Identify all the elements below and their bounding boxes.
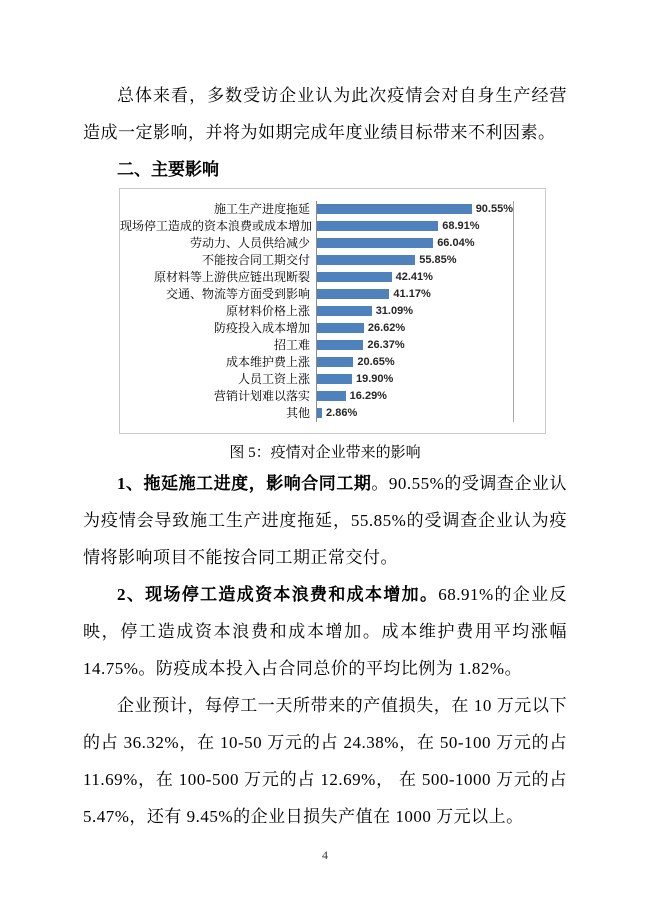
chart-bar-track	[316, 235, 514, 252]
chart-value-label: 19.90%	[356, 373, 394, 385]
chart-bar	[317, 204, 472, 214]
chart-row	[120, 371, 545, 388]
chart-bar	[317, 408, 322, 418]
chart-value-label: 31.09%	[375, 305, 413, 317]
chart-category-label: 交通、物流等方面受到影响	[165, 286, 310, 301]
chart-category-label: 其他	[285, 405, 310, 420]
chart-value-label: 68.91%	[442, 220, 480, 232]
chart-bar	[317, 272, 392, 282]
chart-bar-track	[316, 286, 514, 303]
chart-plot	[120, 201, 545, 422]
chart-value-label: 42.41%	[395, 271, 433, 283]
paragraph-1-text-run: 。90.55%的受调查企业认为疫情会导致施工生产进度拖延，55.85%的受调查企业认为疫情将影响项目不能按合同工期正常交付。	[83, 474, 568, 567]
chart-row	[120, 218, 545, 235]
chart-bar	[317, 289, 389, 299]
chart-bar-track	[316, 269, 514, 286]
chart-bar	[317, 357, 353, 367]
chart-category-label: 营销计划难以落实	[213, 388, 310, 403]
chart-bar	[317, 323, 364, 333]
chart-bar	[317, 221, 438, 231]
chart-bar	[317, 255, 415, 265]
chart-row	[120, 405, 545, 422]
chart-bar-track	[316, 388, 514, 405]
chart-bar-track	[316, 371, 514, 388]
chart-value-label: 16.29%	[349, 390, 387, 402]
chart-category-label: 招工难	[273, 337, 310, 352]
chart-category-label: 原材料等上游供应链出现断裂	[153, 269, 310, 284]
chart-row	[120, 286, 545, 303]
chart-row	[120, 320, 545, 337]
section-heading: 二、主要影响	[117, 160, 219, 179]
chart-bar-track	[316, 218, 514, 235]
chart-value-label: 20.65%	[357, 356, 395, 368]
chart-row	[120, 269, 545, 286]
chart-value-label: 2.86%	[326, 407, 358, 419]
chart-bar	[317, 306, 372, 316]
paragraph-3-text-run: 企业预计，每停工一天所带来的产值损失，在 10 万元以下的占 36.32%，在 10-50 万元的占 24.38%，在 50-100 万元的占 11.69%，在 100-500 万元的占 12.69%， 在 500-1000 万元的占 5.47%，还有 9.45%的企业日损失产值在 1000 万元以上。	[83, 696, 567, 826]
paragraph-3	[83, 687, 567, 835]
chart-value-label: 55.85%	[419, 254, 457, 266]
intro-paragraph: 总体来看，多数受访企业认为此次疫情会对自身生产经营造成一定影响，并将为如期完成年度业绩目标带来不利因素。	[83, 86, 567, 142]
chart-bar-track	[316, 201, 514, 218]
chart-category-label: 劳动力、人员供给减少	[189, 235, 310, 250]
chart-category-label: 原材料价格上涨	[225, 303, 310, 318]
chart-category-label: 人员工资上涨	[237, 371, 310, 386]
chart-row	[120, 235, 545, 252]
chart-bar-track	[316, 337, 514, 354]
paragraph-2	[83, 576, 567, 687]
chart-value-label: 26.62%	[367, 322, 406, 334]
chart-bar	[317, 391, 346, 401]
chart-row	[120, 252, 545, 269]
chart-bar	[317, 340, 363, 350]
chart-bar	[317, 238, 433, 248]
chart-row	[120, 388, 545, 405]
chart-value-label: 26.37%	[367, 339, 405, 351]
bar-chart	[119, 188, 546, 434]
chart-category-label: 现场停工造成的资本浪费或成本增加	[120, 218, 313, 233]
paragraph-1-bold-run: 1、拖延施工进度，影响合同工期	[117, 474, 372, 493]
chart-value-label: 41.17%	[393, 288, 431, 300]
chart-bar-track	[316, 252, 514, 269]
figure-block	[83, 188, 567, 463]
paragraph-2-text-run: 68.91%的企业反映，停工造成资本浪费和成本增加。成本维护费用平均涨幅 14.75%。防疫成本投入占合同总价的平均比例为 1.82%。	[83, 585, 567, 678]
chart-category-label: 施工生产进度拖延	[213, 201, 310, 216]
chart-bar-track	[316, 354, 514, 371]
paragraph-2-bold-run: 2、现场停工造成资本浪费和成本增加。	[117, 585, 439, 604]
paragraph-1	[83, 465, 567, 576]
chart-bar	[317, 374, 352, 384]
chart-category-label: 不能按合同工期交付	[201, 252, 310, 267]
page-number: 4	[322, 848, 328, 862]
chart-row	[120, 337, 545, 354]
chart-value-label: 90.55%	[475, 203, 513, 215]
chart-row	[120, 303, 545, 320]
figure-caption: 图 5：疫情对企业带来的影响	[229, 445, 421, 461]
chart-bar-track	[316, 320, 514, 337]
chart-bar-track	[316, 405, 514, 422]
chart-row	[120, 201, 545, 218]
chart-category-label: 成本维护费上涨	[225, 354, 310, 369]
chart-value-label: 66.04%	[437, 237, 475, 249]
chart-category-label: 防疫投入成本增加	[213, 320, 310, 335]
chart-row	[120, 354, 545, 371]
chart-bar-track	[316, 303, 514, 320]
